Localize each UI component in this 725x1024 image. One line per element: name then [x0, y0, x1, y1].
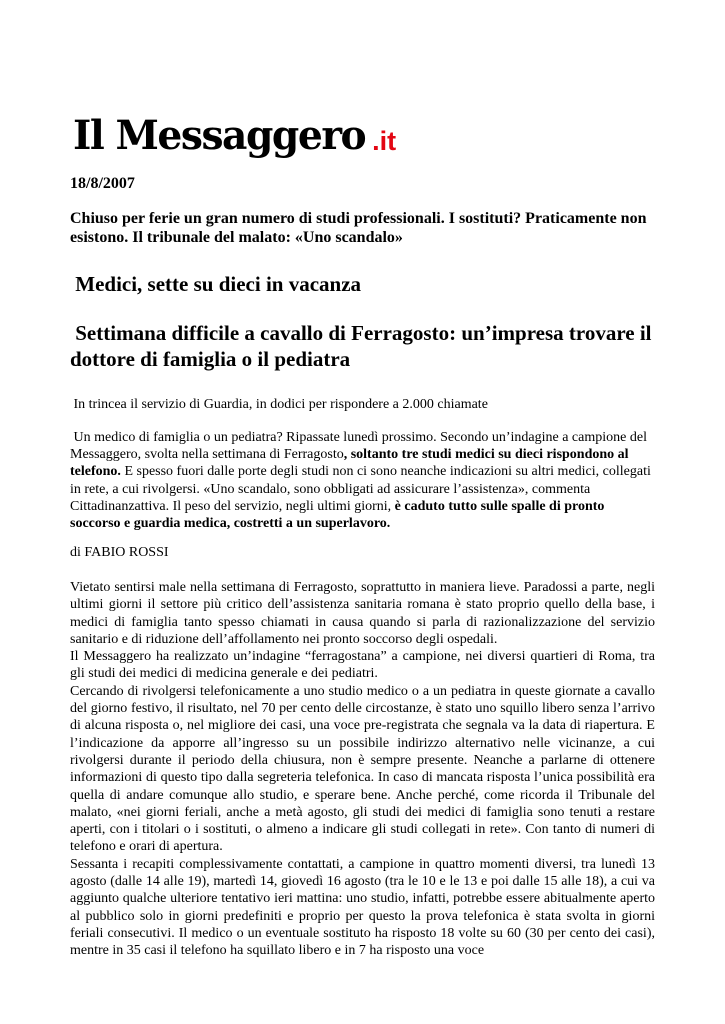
article-secondary-headline: Settimana difficile a cavallo di Ferragosto: un’impresa trovare il dottore di famiglia o il pediatra	[70, 321, 657, 371]
article-body	[70, 579, 655, 960]
body-paragraph: Vietato sentirsi male nella settimana di Ferragosto, soprattutto in maniera lieve. Paradossi a parte, negli ultimi giorni il settore più critico dell’assistenza sanitaria romana è stato proprio quello della base, i medici di famiglia tanto spesso chiamati in causa quando si parla di razionalizzazione del servizio sanitario e di riduzione dell’affollamento nei pronto soccorso degli ospedali.	[70, 580, 655, 647]
body-paragraph: Il Messaggero ha realizzato un’indagine “ferragostana” a campione, nei diversi quartieri di Roma, tra gli studi dei medici di medicina generale e dei pediatri.	[70, 649, 655, 682]
article-date: 18/8/2007	[70, 175, 135, 192]
newspaper-logo	[73, 100, 397, 159]
logo-suffix: .it	[372, 126, 397, 156]
lead-text-2: E spesso fuori dalle porte degli studi non ci sono neanche indicazioni su altri medici, collegati in rete, a cui rivolgersi. «Uno scandalo, sono obbligati ad assicurare l’assistenza», commenta Cittadinanzattiva. Il peso del servizio, negli ultimi giorni,	[70, 464, 655, 514]
body-paragraph: Sessanta i recapiti complessivamente contattati, a campione in quattro momenti diversi, tra lunedì 13 agosto (dalle 14 alle 19), martedì 14, giovedì 16 agosto (tra le 10 e le 13 e poi dalle 15 alle 18), a cui va aggiunto qualche ulteriore tentativo ieri mattina: uno studio, infatti, potrebbe essere abitualmente aperto al pubblico solo in giorni predefiniti e proprio per questo la prova telefonica è stata svolta in giorni feriali consecutivi. Il medico o un eventuale sostituto ha risposto 18 volte su 60 (30 per cento dei casi), mentre in 35 casi il telefono ha squillato libero e in 7 ha risposto una voce	[70, 856, 655, 959]
article-headline: Medici, sette su dieci in vacanza	[70, 272, 362, 296]
lead-text-1: Un medico di famiglia o un pediatra? Ripassate lunedì prossimo. Secondo un’indagine a campione del Messaggero, svolta nella settimana di Ferragosto	[70, 430, 651, 463]
logo-wordmark: Il Messaggero	[73, 112, 366, 159]
article-summary: In trincea il servizio di Guardia, in dodici per rispondere a 2.000 chiamate	[70, 397, 488, 412]
article-byline: di FABIO ROSSI	[70, 545, 169, 560]
article-lead	[70, 429, 658, 532]
lead-bold-2: è caduto tutto sulle spalle di pronto soccorso e guardia medica, costretti a un superlavoro.	[70, 498, 608, 532]
lead-bold-1: , soltanto tre studi medici su dieci rispondono al telefono.	[70, 447, 633, 480]
body-paragraph: Cercando di rivolgersi telefonicamente a uno studio medico o a un pediatra in queste giornate a cavallo del giorno festivo, il risultato, nel 70 per cento delle circostanze, è stato uno squillo libero senza l’arrivo di alcuna risposta o, nel migliore dei casi, una voce pre-registrata che segnala va la data di riapertura. E l’indicazione da apporre all’ingresso su un possibile indirizzo alternativo nelle vicinanze, a cui rivolgersi durante il periodo della chiusura, non è sempre presente. Neanche a parlarne di ottenere informazioni di questo tipo dalla segreteria telefonica. In caso di mancata risposta l’unica possibilità era quella di andare comunque allo studio, e sperare bene. Anche perché, come ricorda il Tribunale del malato, «nei giorni feriali, anche a metà agosto, gli studi dei medici di famiglia sono tenuti a restare aperti, con i titolari o i sostituti, o almeno a indicare gli studi collegati in rete». Con tanto di numeri di telefono e orari di apertura.	[70, 683, 655, 855]
article-subheadline: Chiuso per ferie un gran numero di studi professionali. I sostituti? Praticamente non esistono. Il tribunale del malato: «Uno scandalo»	[70, 210, 647, 246]
